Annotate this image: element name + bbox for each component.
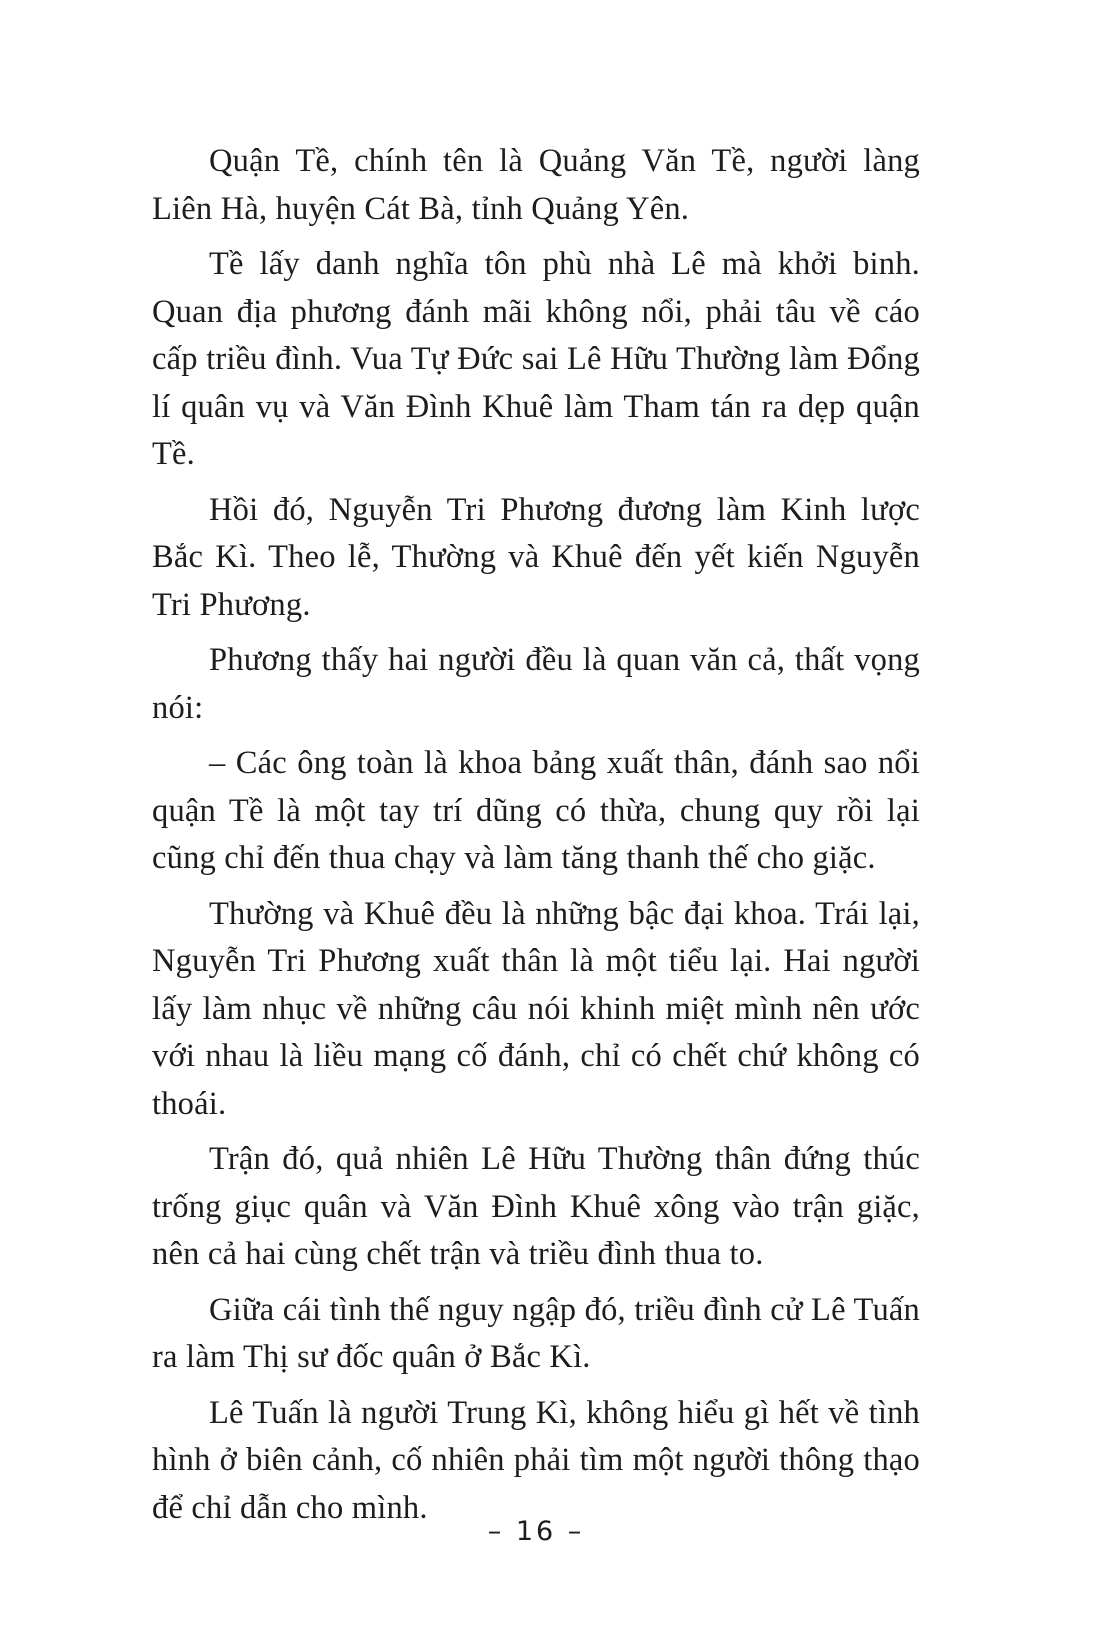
page-number: – 16 – xyxy=(487,1516,585,1547)
paragraph: Tề lấy danh nghĩa tôn phù nhà Lê mà khởi binh. Quan địa phương đánh mãi không nổi, phải tâu về cáo cấp triều đình. Vua Tự Đức sai Lê Hữu Thường làm Đổng lí quân vụ và Văn Đình Khuê làm Tham tán ra dẹp quận Tề. xyxy=(152,246,920,472)
paragraph: Trận đó, quả nhiên Lê Hữu Thường thân đứng thúc trống giục quân và Văn Đình Khuê xông vào trận giặc, nên cả hai cùng chết trận và triều đình thua to. xyxy=(152,1141,920,1272)
paragraph: Hồi đó, Nguyễn Tri Phương đương làm Kinh lược Bắc Kì. Theo lễ, Thường và Khuê đến yết kiến Nguyễn Tri Phương. xyxy=(152,491,920,623)
text-block xyxy=(152,138,920,1532)
paragraph: Phương thấy hai người đều là quan văn cả, thất vọng nói: xyxy=(152,642,920,726)
paragraph: Lê Tuấn là người Trung Kì, không hiểu gì hết về tình hình ở biên cảnh, cố nhiên phải tìm một người thông thạo để chỉ dẫn cho mình. xyxy=(152,1394,920,1526)
paragraph: Thường và Khuê đều là những bậc đại khoa. Trái lại, Nguyễn Tri Phương xuất thân là một tiểu lại. Hai người lấy làm nhục về những câu nói khinh miệt mình nên ước với nhau là liều mạng cố đánh, chỉ có chết chứ không có thoái. xyxy=(152,895,920,1122)
paragraph: Giữa cái tình thế nguy ngập đó, triều đình cử Lê Tuấn ra làm Thị sư đốc quân ở Bắc Kì. xyxy=(152,1291,920,1375)
paragraph: Quận Tề, chính tên là Quảng Văn Tề, người làng Liên Hà, huyện Cát Bà, tỉnh Quảng Yên. xyxy=(152,143,920,227)
paragraph: – Các ông toàn là khoa bảng xuất thân, đánh sao nổi quận Tề là một tay trí dũng có thừa, chung quy rồi lại cũng chỉ đến thua chạy và làm tăng thanh thế cho giặc. xyxy=(152,745,920,876)
